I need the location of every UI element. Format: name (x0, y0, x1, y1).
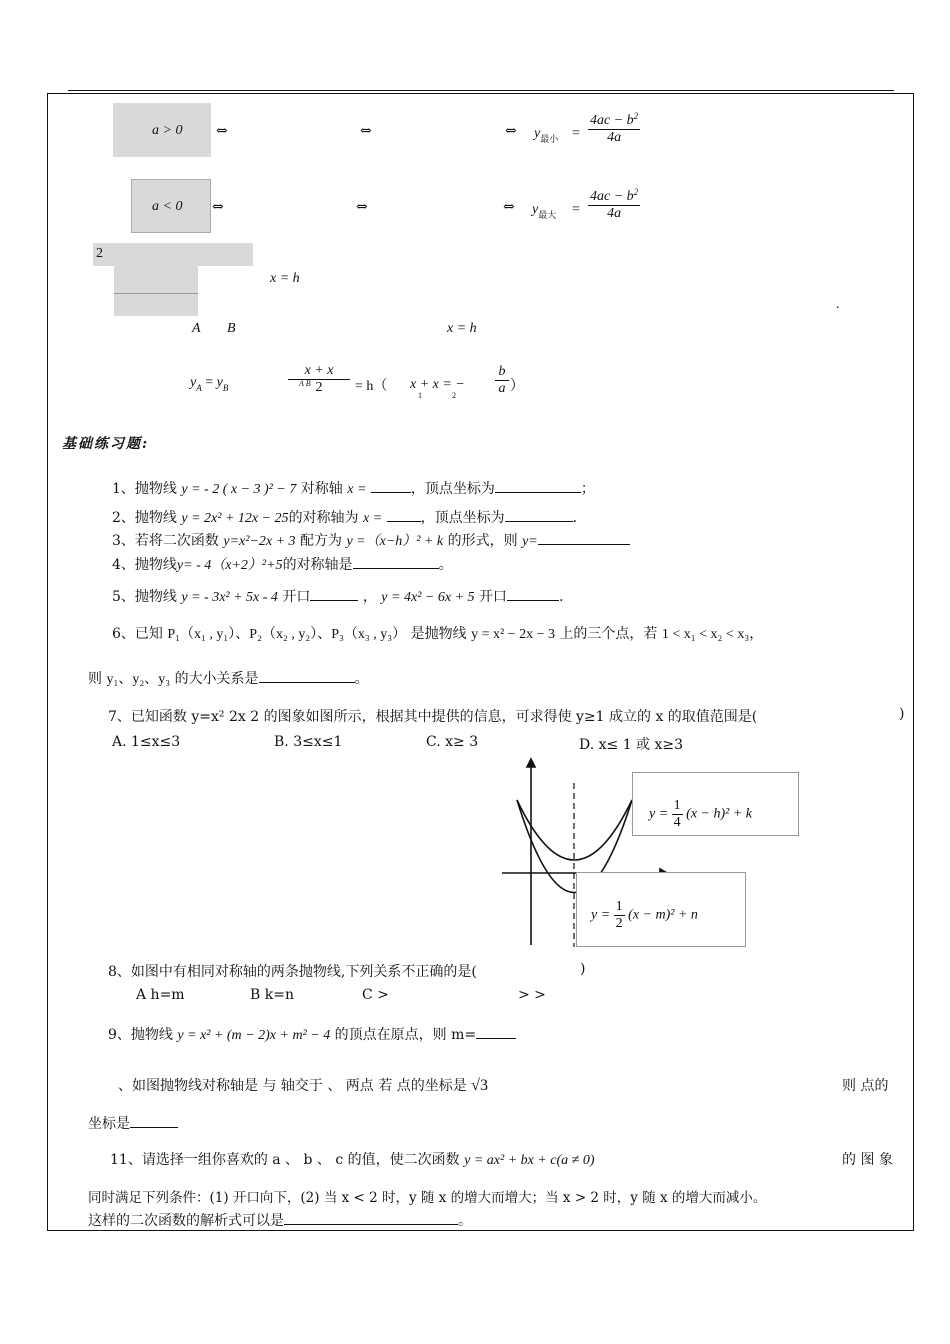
question-7: 7、已知函数 y=x² 2x 2 的图象如图所示，根据其中提供的信息，可求得使 y≥1 成立的 x 的取值范围是( (108, 709, 758, 725)
option-8D[interactable]: > > (518, 987, 546, 1003)
extreme-fraction: $4ac - b^2$ 4a (590, 187, 639, 221)
yA-eq-yB: $y_A = y_B$ (190, 375, 229, 393)
gray-block-bottom (114, 266, 198, 316)
sum-root-sub: 2 (452, 391, 456, 400)
question-10-right: 则 点的 (842, 1078, 889, 1094)
question-9: 9、抛物线 y = x² + (m − 2)x + m² − 4 的顶点在原点，则 m= (108, 1024, 516, 1044)
midpoint-subs: A B (299, 379, 311, 388)
option-8B[interactable]: B k=n (250, 987, 294, 1003)
gray-block-top (93, 243, 253, 266)
frame-bottom (47, 1230, 914, 1231)
graph-label-top: y = $\frac{1}{4}$ (x − h)² + k (632, 772, 799, 836)
question-1: 1、抛物线 y = - 2 ( x − 3 )² − 7 对称轴 x = ，顶点坐标为 ； (112, 478, 595, 498)
graph-label-bottom: y = $\frac{1}{2}$ (x − m)² + n (576, 872, 746, 947)
question-10-line2: 坐标是 (88, 1113, 178, 1133)
question-3: 3、若将二次函数 y=x²−2x + 3 配方为 y =（x−h）² + k 的形式，则 y= (112, 530, 630, 550)
y-min-label: $y_{最小}$ (534, 126, 559, 144)
frame-top (47, 93, 914, 94)
iff-symbol: ⇔ (212, 199, 224, 215)
frame-left (47, 93, 48, 1231)
cond-positive: a > 0 (152, 123, 183, 138)
equals: = (572, 202, 580, 217)
iff-symbol: ⇔ (505, 123, 517, 139)
question-11: 11、请选择一组你喜欢的 a 、 b 、 c 的值，使二次函数 y = ax² + bx + c(a ≠ 0) (110, 1152, 595, 1168)
midpoint-fraction: x + x 2 (288, 363, 350, 396)
axis-equation-2: x = h (447, 321, 477, 336)
equals: = (572, 126, 580, 141)
cond-negative: a < 0 (152, 199, 183, 214)
option-7D[interactable]: D. x≤ 1 或 x≥3 (579, 737, 684, 753)
gray-block-label: 2 (96, 246, 103, 261)
iff-symbol: ⇔ (216, 123, 228, 139)
iff-symbol: ⇔ (360, 123, 372, 139)
option-7C[interactable]: C. x≥ 3 (426, 734, 479, 750)
gray-block-divider (114, 293, 198, 294)
question-10: 、如图抛物线对称轴是 与 轴交于 、 两点 若 点的坐标是 √3 (118, 1077, 488, 1094)
close-paren: ） (510, 379, 524, 394)
b-over-a: b a (495, 364, 509, 397)
sum-root-sub: 1 (418, 391, 422, 400)
section-title: 基础练习题: (62, 436, 150, 452)
axis-equation: x = h (270, 271, 300, 286)
y-max-label: $y_{最大}$ (532, 202, 557, 220)
question-4: 4、抛物线y= - 4（x+2）²+5的对称轴是 。 (112, 554, 453, 574)
question-5: 5、抛物线 y = - 3x² + 5x - 4 开口 ， y = 4x² − 6x + 5 开口 . (112, 586, 563, 606)
frame-right (913, 93, 914, 1231)
question-2: 2、抛物线 y = 2x² + 12x − 25的对称轴为 x = ，顶点坐标为 . (112, 507, 577, 527)
option-7B[interactable]: B. 3≤x≤1 (274, 734, 343, 750)
sum-roots: x + x = − (410, 377, 465, 392)
y-axis-arrow (527, 759, 535, 767)
option-8C[interactable]: C > (362, 987, 389, 1003)
question-6-line2: 则 y₁、y₂、y₃ 的大小关系是 。 (88, 668, 369, 688)
equals-h: = h（ (355, 379, 388, 394)
label-A: A (192, 321, 201, 336)
top-rule (68, 90, 894, 91)
dot: . (836, 297, 840, 312)
iff-symbol: ⇔ (503, 199, 515, 215)
option-7A[interactable]: A. 1≤x≤3 (112, 734, 181, 750)
question-7-close: ) (899, 706, 905, 722)
question-6: 6、已知 P₁（x₁ , y₁）、P₂（x₂ , y₂）、P₃（x₃ , y₃） 是抛物线 y = x² − 2x − 3 上的三个点，若 1 < x₁ < x₂ < x₃， (112, 626, 764, 642)
label-B: B (227, 321, 236, 336)
question-11-line3: 这样的二次函数的解析式可以是 。 (88, 1210, 472, 1230)
question-8: 8、如图中有相同对称轴的两条抛物线,下列关系不正确的是( (108, 964, 477, 980)
question-11-line2: 同时满足下列条件：(1) 开口向下，(2) 当 x < 2 时，y 随 x 的增大而增大；当 x > 2 时，y 随 x 的增大而减小。 (88, 1190, 767, 1206)
iff-symbol: ⇔ (356, 199, 368, 215)
extreme-fraction: $4ac - b^2$ 4a (590, 111, 639, 145)
option-8A[interactable]: A h=m (136, 987, 185, 1003)
question-8-close: ) (580, 961, 586, 977)
question-11-right: 的 图 象 (842, 1152, 893, 1168)
